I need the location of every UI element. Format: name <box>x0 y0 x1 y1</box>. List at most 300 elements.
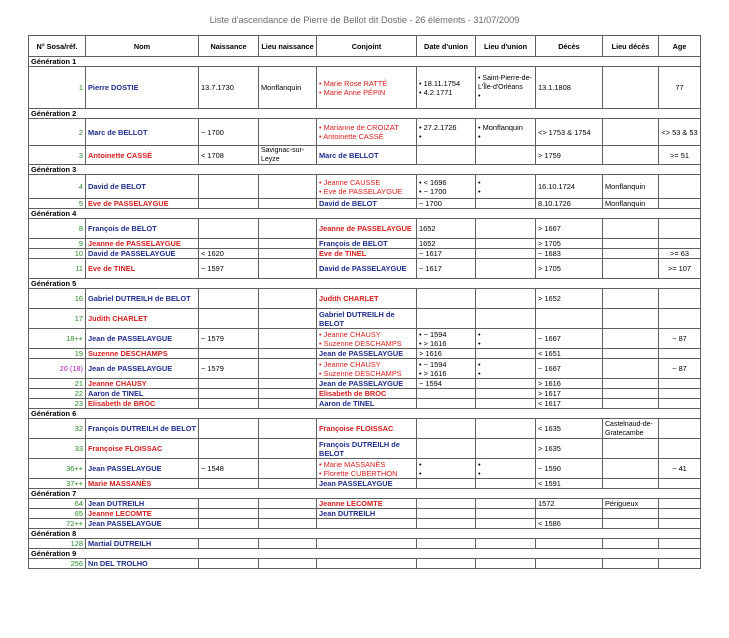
sosa-number: 128 <box>29 539 86 549</box>
union-place: • <box>478 93 481 100</box>
union-place <box>476 379 536 389</box>
union-date: 1652 <box>417 239 476 249</box>
death-place <box>603 219 659 239</box>
spouse <box>317 519 417 529</box>
birth-date <box>199 199 259 209</box>
age: >= 63 <box>659 249 701 259</box>
table-row <box>29 67 701 109</box>
death-date <box>536 309 603 329</box>
union-place: • <box>478 468 481 478</box>
union-place <box>476 199 536 209</box>
death-place <box>603 509 659 519</box>
person-name: Judith CHARLET <box>86 309 199 329</box>
generation-label: Génération 5 <box>29 279 701 289</box>
union-date <box>417 499 476 509</box>
age <box>659 539 701 549</box>
birth-place <box>259 349 317 359</box>
age <box>659 519 701 529</box>
birth-place <box>259 499 317 509</box>
union-places <box>476 175 536 199</box>
person-name: David de BELOT <box>86 175 199 199</box>
col-date-union: Date d'union <box>417 36 476 57</box>
union-dates <box>417 459 476 479</box>
death-place <box>603 359 659 379</box>
death-date: < 1651 <box>536 349 603 359</box>
union-date: ~ 1617 <box>417 249 476 259</box>
union-place: • Saint-Pierre-de-L'Île-d'Orléans <box>478 75 532 91</box>
birth-place <box>259 419 317 439</box>
birth-date <box>199 539 259 549</box>
spouse: David de PASSELAYGUE <box>317 259 417 279</box>
person-name: Gabriel DUTREILH de BELOT <box>86 289 199 309</box>
person-name: Suzenne DESCHAMPS <box>86 349 199 359</box>
table-row <box>29 399 701 409</box>
sosa-number: 72++ <box>29 519 86 529</box>
death-date <box>536 559 603 569</box>
sosa-number: 256 <box>29 559 86 569</box>
death-date: > 1667 <box>536 219 603 239</box>
generation-row <box>29 57 701 67</box>
spouses <box>317 175 417 199</box>
person-name: Jeanne de PASSELAYGUE <box>86 239 199 249</box>
spouse: François de BELOT <box>317 239 417 249</box>
spouse: • Suzenne DESCHAMPS <box>319 338 402 348</box>
spouse: David de BELOT <box>317 199 417 209</box>
spouse: Marc de BELLOT <box>317 146 417 165</box>
union-date <box>417 309 476 329</box>
death-date: 8.10.1726 <box>536 199 603 209</box>
birth-date <box>199 309 259 329</box>
spouse: Elisabeth de BROC <box>317 389 417 399</box>
spouse: • Suzenne DESCHAMPS <box>319 368 402 378</box>
birth-date <box>199 479 259 489</box>
union-place <box>476 519 536 529</box>
person-name: Martial DUTREILH <box>86 539 199 549</box>
ascendance-table <box>28 35 701 569</box>
person-name: Françoise FLOISSAC <box>86 439 199 459</box>
union-date: • ~ 1594 <box>419 359 447 369</box>
birth-date: < 1620 <box>199 249 259 259</box>
death-place <box>603 309 659 329</box>
generation-label: Génération 2 <box>29 109 701 119</box>
union-date <box>417 419 476 439</box>
birth-place <box>259 509 317 519</box>
generation-row <box>29 549 701 559</box>
death-date: ~ 1590 <box>536 459 603 479</box>
death-place <box>603 239 659 249</box>
age <box>659 399 701 409</box>
age <box>659 509 701 519</box>
birth-place <box>259 359 317 379</box>
sosa-number: 64 <box>29 499 86 509</box>
sosa-number: 2 <box>29 119 86 146</box>
person-name: Marc de BELLOT <box>86 119 199 146</box>
sosa-number: 1 <box>29 67 86 109</box>
death-date: ~ 1667 <box>536 359 603 379</box>
union-place <box>476 559 536 569</box>
person-name: François de BELOT <box>86 219 199 239</box>
birth-date: ~ 1579 <box>199 329 259 349</box>
table-row <box>29 146 701 165</box>
union-date: • ~ 1700 <box>419 186 447 196</box>
birth-place <box>259 309 317 329</box>
col-conjoint: Conjoint <box>317 36 417 57</box>
table-row <box>29 439 701 459</box>
age <box>659 309 701 329</box>
union-date <box>417 289 476 309</box>
union-date <box>417 509 476 519</box>
death-date: > 1616 <box>536 379 603 389</box>
death-date <box>536 509 603 519</box>
union-date <box>417 519 476 529</box>
spouse <box>317 539 417 549</box>
union-place <box>476 219 536 239</box>
spouses <box>317 329 417 349</box>
table-row <box>29 539 701 549</box>
birth-date <box>199 419 259 439</box>
col-lieu-union: Lieu d'union <box>476 36 536 57</box>
generation-label: Génération 6 <box>29 409 701 419</box>
age <box>659 175 701 199</box>
union-place <box>476 289 536 309</box>
birth-place <box>259 389 317 399</box>
sosa-number: 36++ <box>29 459 86 479</box>
generation-row <box>29 109 701 119</box>
union-place: • Monflanquin <box>478 123 523 132</box>
person-name: Jeanne CHAUSY <box>86 379 199 389</box>
birth-date <box>199 175 259 199</box>
union-places <box>476 329 536 349</box>
age <box>659 389 701 399</box>
union-date: • < 1696 <box>419 177 447 187</box>
spouses <box>317 119 417 146</box>
union-date: • <box>419 459 422 469</box>
sosa-number: 10 <box>29 249 86 259</box>
death-place <box>603 379 659 389</box>
page-title: Liste d'ascendance de Pierre de Bellot dit Dostie - 26 éléments - 31/07/2009 <box>209 15 520 25</box>
union-place: • <box>478 359 481 369</box>
sosa-number: 8 <box>29 219 86 239</box>
sosa-number: 18++ <box>29 329 86 349</box>
table-row <box>29 479 701 489</box>
table-row <box>29 259 701 279</box>
union-date <box>417 479 476 489</box>
union-place: • <box>478 338 481 348</box>
union-place <box>476 349 536 359</box>
death-date: 16.10.1724 <box>536 175 603 199</box>
spouse: • Jeanne CHAUSY <box>319 329 381 339</box>
spouse: Gabriel DUTREILH de BELOT <box>317 309 417 329</box>
death-place <box>603 399 659 409</box>
sosa-number: 33 <box>29 439 86 459</box>
union-place: • <box>478 368 481 378</box>
sosa-number: 9 <box>29 239 86 249</box>
death-place <box>603 479 659 489</box>
spouse: Eve de TINEL <box>317 249 417 259</box>
union-place: • <box>478 177 481 187</box>
table-row <box>29 499 701 509</box>
union-date: • > 1616 <box>419 368 447 378</box>
person-name: Nn DEL TROLHO <box>86 559 199 569</box>
table-row <box>29 329 701 349</box>
age <box>659 349 701 359</box>
death-date <box>536 539 603 549</box>
birth-place: Savignac-sur-Leyze <box>259 146 317 165</box>
generation-row <box>29 279 701 289</box>
generation-label: Génération 4 <box>29 209 701 219</box>
union-places <box>476 459 536 479</box>
person-name: Eve de PASSELAYGUE <box>86 199 199 209</box>
death-date: ~ 1667 <box>536 329 603 349</box>
spouse: Françoise FLOISSAC <box>317 419 417 439</box>
death-date: < 1591 <box>536 479 603 489</box>
birth-place <box>259 289 317 309</box>
generation-row <box>29 165 701 175</box>
death-place: Monflanquin <box>603 175 659 199</box>
age <box>659 559 701 569</box>
birth-date: < 1708 <box>199 146 259 165</box>
birth-date <box>199 239 259 249</box>
age: ~ 87 <box>659 359 701 379</box>
sosa-number: 5 <box>29 199 86 209</box>
generation-label: Génération 9 <box>29 549 701 559</box>
birth-date <box>199 389 259 399</box>
spouse: Judith CHARLET <box>317 289 417 309</box>
person-name: Jean de PASSELAYGUE <box>86 329 199 349</box>
birth-date: ~ 1597 <box>199 259 259 279</box>
sosa-number: 65 <box>29 509 86 519</box>
death-date: > 1759 <box>536 146 603 165</box>
union-place <box>476 399 536 409</box>
union-place <box>476 389 536 399</box>
generation-label: Génération 8 <box>29 529 701 539</box>
birth-place <box>259 119 317 146</box>
birth-place <box>259 199 317 209</box>
table-row <box>29 359 701 379</box>
birth-place <box>259 399 317 409</box>
spouse: • Jeanne CAUSSE <box>319 177 381 187</box>
table-row <box>29 175 701 199</box>
birth-place <box>259 439 317 459</box>
birth-date <box>199 219 259 239</box>
spouse: • Eve de PASSELAYGUE <box>319 186 403 196</box>
union-place <box>476 239 536 249</box>
generation-row <box>29 489 701 499</box>
person-name: Antoinette CASSÉ <box>86 146 199 165</box>
union-place: • <box>478 132 481 141</box>
col-naissance: Naissance <box>199 36 259 57</box>
union-place <box>476 479 536 489</box>
union-dates <box>417 67 476 109</box>
age <box>659 499 701 509</box>
age <box>659 479 701 489</box>
union-date: • ~ 1594 <box>419 329 447 339</box>
table-row <box>29 379 701 389</box>
table-row <box>29 289 701 309</box>
age <box>659 419 701 439</box>
union-place <box>476 539 536 549</box>
spouse: • Florette CUBERTHON <box>319 468 398 478</box>
generation-label: Génération 7 <box>29 489 701 499</box>
age: 77 <box>659 67 701 109</box>
sosa-number: 3 <box>29 146 86 165</box>
union-date <box>417 146 476 165</box>
union-places <box>476 119 536 146</box>
age: >= 51 <box>659 146 701 165</box>
birth-date <box>199 559 259 569</box>
table-row <box>29 349 701 359</box>
death-place <box>603 349 659 359</box>
birth-place: Monflanquin <box>259 67 317 109</box>
birth-place <box>259 249 317 259</box>
union-date: 1652 <box>417 219 476 239</box>
union-place <box>476 249 536 259</box>
birth-date <box>199 349 259 359</box>
union-dates <box>417 359 476 379</box>
birth-place <box>259 239 317 249</box>
union-date <box>417 559 476 569</box>
sosa-number: 19 <box>29 349 86 359</box>
union-places <box>476 67 536 109</box>
death-place <box>603 389 659 399</box>
birth-place <box>259 519 317 529</box>
death-place <box>603 439 659 459</box>
death-place <box>603 119 659 146</box>
death-place <box>603 259 659 279</box>
spouse: • Jeanne CHAUSY <box>319 359 381 369</box>
col-lieu-naissance: Lieu naissance <box>259 36 317 57</box>
birth-date: ~ 1700 <box>199 119 259 146</box>
union-places <box>476 359 536 379</box>
union-place: • <box>478 329 481 339</box>
spouse: François DUTREILH de BELOT <box>317 439 417 459</box>
person-name: Eve de TINEL <box>86 259 199 279</box>
birth-date <box>199 399 259 409</box>
spouse: Jeanne LECOMTE <box>317 499 417 509</box>
col-age: Age <box>659 36 701 57</box>
person-name: Marie MASSANÈS <box>86 479 199 489</box>
union-date: • 4.2.1771 <box>419 87 453 97</box>
age <box>659 439 701 459</box>
sosa-number: 16 <box>29 289 86 309</box>
age <box>659 219 701 239</box>
age <box>659 379 701 389</box>
death-date: ~ 1683 <box>536 249 603 259</box>
table-row <box>29 219 701 239</box>
spouses <box>317 459 417 479</box>
birth-date: ~ 1579 <box>199 359 259 379</box>
age <box>659 289 701 309</box>
spouse: Jean PASSELAYGUE <box>317 479 417 489</box>
death-place <box>603 539 659 549</box>
death-place <box>603 249 659 259</box>
spouses <box>317 67 417 109</box>
age <box>659 199 701 209</box>
age: >= 107 <box>659 259 701 279</box>
death-place: Monflanquin <box>603 199 659 209</box>
table-row <box>29 459 701 479</box>
union-date: • 18.11.1754 <box>419 78 461 88</box>
col-deces: Décès <box>536 36 603 57</box>
header-row <box>29 36 701 57</box>
union-dates <box>417 175 476 199</box>
birth-place <box>259 259 317 279</box>
death-place <box>603 559 659 569</box>
death-place <box>603 146 659 165</box>
birth-date <box>199 509 259 519</box>
spouse: • Marie MASSANÈS <box>319 459 386 469</box>
death-place: Périgueux <box>603 499 659 509</box>
spouse: • Marie Anne PÉPIN <box>319 87 386 97</box>
spouses <box>317 359 417 379</box>
spouse: Jean DUTREILH <box>317 509 417 519</box>
death-date: > 1705 <box>536 259 603 279</box>
person-name: Elisabeth de BROC <box>86 399 199 409</box>
union-date <box>417 389 476 399</box>
union-date: ~ 1594 <box>417 379 476 389</box>
sosa-number: 11 <box>29 259 86 279</box>
birth-date <box>199 289 259 309</box>
union-dates <box>417 119 476 146</box>
union-place: • <box>478 459 481 469</box>
birth-date <box>199 439 259 459</box>
death-place <box>603 67 659 109</box>
col-lieu-deces: Lieu décès <box>603 36 659 57</box>
generation-label: Génération 3 <box>29 165 701 175</box>
age: ~ 87 <box>659 329 701 349</box>
death-date: > 1635 <box>536 439 603 459</box>
death-date: > 1617 <box>536 389 603 399</box>
sosa-number: 23 <box>29 399 86 409</box>
union-place <box>476 309 536 329</box>
sosa-number: 37++ <box>29 479 86 489</box>
death-place <box>603 459 659 479</box>
death-date: < 1635 <box>536 419 603 439</box>
person-name: Jean PASSELAYGUE <box>86 519 199 529</box>
spouse: • Antoinette CASSÉ <box>319 132 384 141</box>
death-date: 1572 <box>536 499 603 509</box>
union-date: • <box>419 468 422 478</box>
birth-place <box>259 479 317 489</box>
death-place <box>603 519 659 529</box>
death-date: > 1652 <box>536 289 603 309</box>
birth-place <box>259 379 317 389</box>
death-date: 13.1.1808 <box>536 67 603 109</box>
spouse: • Marie Rose RATTÉ <box>319 78 388 88</box>
table-row <box>29 309 701 329</box>
spouse: • Marianne de CROIZAT <box>319 123 399 132</box>
birth-date <box>199 379 259 389</box>
person-name: François DUTREILH de BELOT <box>86 419 199 439</box>
birth-date <box>199 519 259 529</box>
birth-date <box>199 499 259 509</box>
sosa-number: 21 <box>29 379 86 389</box>
spouse: Jeanne de PASSELAYGUE <box>317 219 417 239</box>
union-place <box>476 509 536 519</box>
death-date: > 1705 <box>536 239 603 249</box>
death-place <box>603 289 659 309</box>
person-name: Jean PASSELAYGUE <box>86 459 199 479</box>
birth-place <box>259 175 317 199</box>
spouse <box>317 559 417 569</box>
birth-date: 13.7.1730 <box>199 67 259 109</box>
birth-place <box>259 459 317 479</box>
col-nom: Nom <box>86 36 199 57</box>
union-place <box>476 146 536 165</box>
age: ~ 41 <box>659 459 701 479</box>
generation-row <box>29 529 701 539</box>
birth-place <box>259 329 317 349</box>
